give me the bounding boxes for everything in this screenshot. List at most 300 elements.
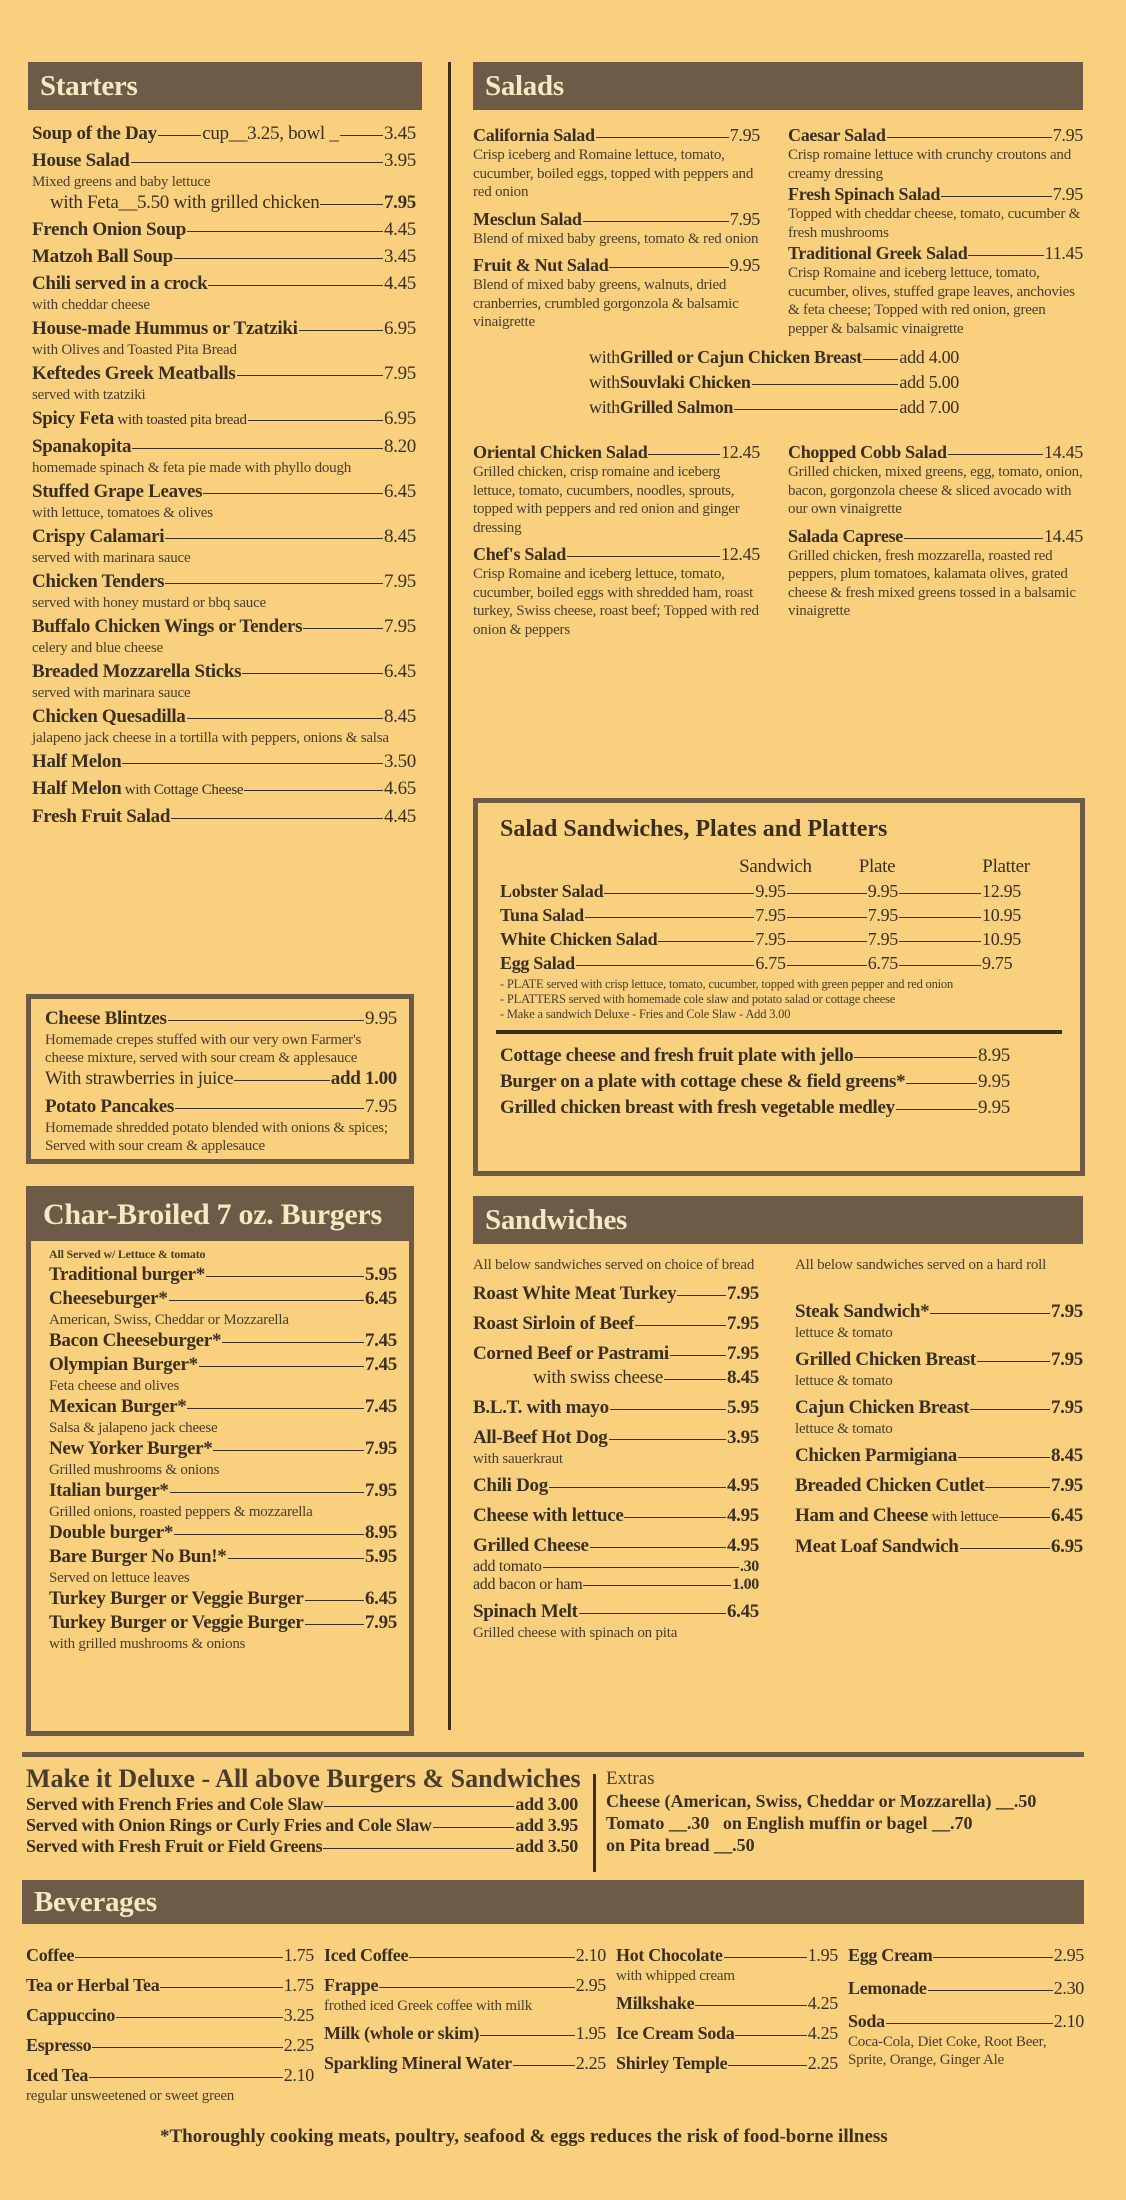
- list-item: [32, 218, 416, 242]
- list-item: [32, 362, 416, 404]
- list-item: [473, 1474, 759, 1498]
- menu-item: [788, 441, 1083, 463]
- menu-item: [32, 480, 416, 504]
- item-price: 12.45: [721, 442, 761, 462]
- menu-item: [473, 1534, 759, 1558]
- item-description: jalapeno jack cheese in a tortilla with peppers, onions & salsa: [32, 730, 389, 746]
- item-price: 1.75: [283, 1945, 314, 1965]
- list-item: [473, 1504, 759, 1528]
- item-name: Spanakopita: [32, 436, 132, 457]
- item-price: 7.95: [364, 1438, 397, 1459]
- list-item: [26, 2034, 314, 2057]
- item-name: Roast Sirloin of Beef: [473, 1313, 634, 1334]
- item-price: 7.95: [383, 616, 416, 637]
- leader-line: [320, 204, 383, 205]
- leader-line: [567, 556, 720, 557]
- leader-line: [160, 1987, 282, 1988]
- item-description: Grilled chicken, mixed greens, egg, tomato, onion, bacon, gorgonzola cheese & sliced avocado with our own vinaigrette: [788, 464, 1083, 517]
- item-price: 7.95: [726, 1283, 759, 1304]
- item-price: 2.95: [575, 1975, 606, 1995]
- leader-line: [787, 893, 867, 894]
- table-row: [500, 951, 1062, 975]
- list-item: [32, 149, 416, 215]
- sub-price: 7.95: [383, 192, 416, 213]
- leader-line: [958, 1457, 1050, 1458]
- salad-sandwiches-title: Salad Sandwiches, Plates and Platters: [500, 816, 888, 842]
- item-price: 2.30: [1053, 1978, 1084, 1998]
- menu-item: [324, 1974, 606, 1997]
- menu-item: [26, 1974, 314, 1997]
- item-price: 6.45: [1050, 1505, 1083, 1526]
- item-price: add 3.50: [515, 1836, 578, 1856]
- item-description: Grilled cheese with spinach on pita: [473, 1625, 678, 1641]
- list-item: [32, 122, 416, 146]
- list-item: [324, 2022, 606, 2045]
- item-description: Crisp iceberg and Romaine lettuce, tomato, cucumber, boiled eggs, topped with peppers and red onion: [473, 147, 754, 200]
- list-item: [45, 1007, 397, 1091]
- menu-item: [473, 441, 760, 463]
- menu-item: [32, 149, 416, 173]
- item-price: add 5.00: [899, 372, 959, 392]
- leader-line: [970, 1409, 1050, 1410]
- beverages-col-2: [324, 1944, 606, 2112]
- leader-line: [213, 1450, 363, 1451]
- list-item: [32, 272, 416, 314]
- list-item: [795, 1535, 1083, 1559]
- platter-price: 12.95: [982, 881, 1022, 901]
- leader-line: [206, 1276, 364, 1277]
- add-option: [473, 1558, 759, 1576]
- menu-item: [32, 245, 416, 269]
- menu-item: [32, 218, 416, 242]
- item-name: Soup of the Day: [32, 123, 157, 144]
- column-header: Sandwich: [739, 856, 812, 877]
- leader-line: [303, 628, 383, 629]
- list-item: [32, 407, 416, 432]
- item-price: 7.95: [364, 1096, 397, 1117]
- list-item: [473, 254, 760, 332]
- sub-name: with swiss cheese: [533, 1367, 663, 1388]
- deluxe-section: [26, 1764, 586, 1857]
- item-price: 4.95: [726, 1505, 759, 1526]
- plates-list: [500, 1044, 1010, 1120]
- leader-line: [906, 1083, 977, 1084]
- item-price: 2.25: [807, 2053, 838, 2073]
- item-name: Turkey Burger or Veggie Burger: [49, 1588, 304, 1609]
- leader-line: [624, 1517, 725, 1518]
- list-item: [49, 1521, 397, 1545]
- item-price: 8.45: [383, 526, 416, 547]
- item-description: with lettuce, tomatoes & olives: [32, 505, 213, 521]
- menu-item: [26, 1944, 314, 1967]
- item-description: Mixed greens and baby lettuce: [32, 174, 211, 190]
- bottom-rule: [22, 1752, 1084, 1757]
- list-item: [795, 1444, 1083, 1468]
- row-name: Tuna Salad: [500, 905, 584, 925]
- menu-item: [324, 2052, 606, 2075]
- list-item: [49, 1329, 397, 1353]
- starters-header: Starters: [28, 62, 422, 110]
- item-name: All-Beef Hot Dog: [473, 1427, 608, 1448]
- item-description: Feta cheese and olives: [49, 1378, 180, 1394]
- menu-item: [616, 2022, 838, 2045]
- leader-line: [222, 1342, 364, 1343]
- menu-item: [32, 362, 416, 386]
- food-safety-disclaimer: *Thoroughly cooking meats, poultry, seafood & eggs reduces the risk of food-borne illness: [160, 2126, 888, 2147]
- menu-item: [49, 1521, 397, 1545]
- list-item: [49, 1611, 397, 1653]
- menu-item: [49, 1545, 397, 1569]
- list-item: [500, 1096, 1010, 1120]
- list-item: [473, 1312, 759, 1336]
- deluxe-list: [26, 1794, 578, 1857]
- column-header: Plate: [858, 856, 896, 877]
- list-item: [26, 1974, 314, 1997]
- menu-item: [788, 525, 1083, 547]
- sub-price: 8.45: [726, 1367, 759, 1388]
- item-name: Crispy Calamari: [32, 526, 165, 547]
- leader-line: [695, 2005, 806, 2006]
- item-price: 7.95: [1050, 1301, 1083, 1322]
- list-item: [32, 615, 416, 657]
- item-name: French Onion Soup: [32, 219, 186, 240]
- menu-item: [32, 660, 416, 684]
- sandwich-price: 9.95: [755, 881, 786, 901]
- beverages-col-1: [26, 1944, 314, 2112]
- item-price: 7.95: [729, 125, 761, 145]
- menu-item: [848, 2010, 1084, 2033]
- menu-item: [49, 1587, 397, 1611]
- item-name: Grilled Chicken Breast: [795, 1349, 976, 1370]
- list-item: [848, 1977, 1084, 2000]
- starters-section: [28, 62, 422, 832]
- leader-line: [168, 1020, 364, 1021]
- menu-item: [473, 1426, 759, 1450]
- item-name: Sparkling Mineral Water: [324, 2053, 512, 2073]
- item-price: 7.95: [1050, 1349, 1083, 1370]
- item-description: with Olives and Toasted Pita Bread: [32, 342, 237, 358]
- leader-line: [174, 258, 383, 259]
- leader-line: [933, 1957, 1052, 1958]
- menu-item: [500, 1070, 1010, 1094]
- list-item: [616, 2022, 838, 2045]
- menu-item: [788, 242, 1083, 264]
- item-price: 4.95: [726, 1475, 759, 1496]
- table-note: - PLATTERS served with homemade cole slaw and potato salad or cottage cheese: [500, 992, 896, 1006]
- menu-item: [473, 208, 760, 230]
- menu-item: [473, 254, 760, 276]
- item-price: 6.45: [383, 481, 416, 502]
- row-name: Egg Salad: [500, 953, 575, 973]
- sub-name: With strawberries in juice: [45, 1068, 234, 1089]
- leader-line: [787, 941, 867, 942]
- menu-item: [26, 2064, 314, 2087]
- leader-line: [735, 2035, 806, 2036]
- list-item: [795, 1474, 1083, 1498]
- item-price: 7.95: [383, 363, 416, 384]
- leader-line: [928, 1990, 1053, 1991]
- item-name: California Salad: [473, 125, 595, 145]
- burgers-header: Char-Broiled 7 oz. Burgers: [31, 1191, 409, 1241]
- item-description: served with tzatziki: [32, 387, 146, 403]
- item-price: 6.45: [383, 661, 416, 682]
- leader-line: [985, 1487, 1050, 1488]
- beverages-col-4: [848, 1944, 1084, 2112]
- item-description: with sauerkraut: [473, 1451, 563, 1467]
- extras-divider: [593, 1774, 596, 1872]
- list-item: [473, 1396, 759, 1420]
- list-item: [473, 1282, 759, 1306]
- item-price: 4.25: [807, 1993, 838, 2013]
- item-name: Chili Dog: [473, 1475, 548, 1496]
- list-item: [500, 1044, 1010, 1068]
- menu-item: [32, 705, 416, 729]
- list-item: [32, 317, 416, 359]
- item-price: 7.95: [729, 208, 761, 229]
- sandwiches-right-list: [795, 1300, 1083, 1559]
- item-name: Ham and Cheese with lettuce: [795, 1505, 999, 1526]
- platter-price: 10.95: [982, 905, 1022, 925]
- item-name: Served with French Fries and Cole Slaw: [26, 1794, 324, 1814]
- extras-list: [606, 1790, 1086, 1856]
- leader-line: [187, 718, 383, 719]
- item-name: Chicken Parmigiana: [795, 1445, 957, 1466]
- leader-line: [131, 162, 383, 163]
- item-price: 7.95: [364, 1612, 397, 1633]
- item-name: Double burger*: [49, 1522, 174, 1543]
- item-price: 8.95: [977, 1045, 1010, 1066]
- item-price: 7.95: [1050, 1475, 1083, 1496]
- item-price: 9.95: [364, 1008, 397, 1029]
- leader-line: [480, 2035, 575, 2036]
- item-price: 4.45: [383, 806, 416, 827]
- salad-sandwiches-notes: [500, 977, 1062, 1022]
- table-row: [500, 927, 1062, 951]
- item-description: served with marinara sauce: [32, 685, 191, 701]
- option-name: add tomato: [473, 1558, 542, 1575]
- list-item: [49, 1395, 397, 1437]
- leader-line: [609, 267, 728, 268]
- item-price: 2.10: [575, 1945, 606, 1965]
- leader-line: [899, 941, 981, 942]
- leader-line: [187, 231, 383, 232]
- list-item: [616, 1944, 838, 1985]
- menu-item: [500, 1044, 1010, 1068]
- item-price: 3.45: [383, 123, 417, 144]
- leader-line: [203, 493, 383, 494]
- item-price: 4.65: [383, 778, 416, 799]
- menu-item: [795, 1300, 1083, 1324]
- item-price: 4.25: [807, 2023, 838, 2043]
- menu-item: [795, 1504, 1083, 1529]
- item-name: Frappe: [324, 1975, 379, 1995]
- menu-item: [473, 1474, 759, 1498]
- salad-sandwiches-box: [473, 798, 1085, 1176]
- leader-line: [165, 583, 383, 584]
- item-name: House Salad: [32, 150, 130, 171]
- leader-line: [854, 1057, 977, 1058]
- leader-line: [887, 137, 1052, 138]
- leader-line: [960, 1548, 1050, 1549]
- menu-item: [616, 1992, 838, 2015]
- item-name: Served with Fresh Fruit or Field Greens: [26, 1836, 323, 1856]
- item-name: Hot Chocolate: [616, 1945, 723, 1965]
- leader-line: [941, 196, 1052, 197]
- item-name: Soda: [848, 2011, 885, 2031]
- menu-item: [32, 407, 416, 432]
- item-note: with lettuce: [928, 1509, 999, 1525]
- leader-line: [305, 1624, 364, 1625]
- list-item: [473, 124, 760, 202]
- item-name: Fresh Fruit Salad: [32, 806, 171, 827]
- item-name: Mesclun Salad: [473, 208, 582, 229]
- item-description: with whipped cream: [616, 1968, 735, 1984]
- item-description: Grilled chicken, fresh mozzarella, roasted red peppers, plum tomatoes, kalamata olives, grated cheese & fresh mixed greens tossed in a balsamic vinaigrette: [788, 547, 1076, 619]
- item-name: Half Melon: [32, 751, 122, 772]
- item-price: 9.95: [977, 1097, 1010, 1118]
- leader-line: [89, 2077, 283, 2078]
- list-item: [324, 1974, 606, 2015]
- list-item: [788, 242, 1083, 338]
- leader-line: [728, 2065, 806, 2066]
- menu-item: [49, 1263, 397, 1287]
- menu-item: [32, 777, 416, 802]
- burgers-section: [26, 1186, 414, 1736]
- beverages-header: Beverages: [22, 1880, 1084, 1924]
- leader-line: [174, 1534, 364, 1535]
- menu-item: [324, 1944, 606, 1967]
- item-name: Breaded Mozzarella Sticks: [32, 661, 242, 682]
- item-name: Chef's Salad: [473, 544, 566, 564]
- leader-line: [904, 538, 1043, 539]
- item-description: Salsa & jalapeno jack cheese: [49, 1420, 218, 1436]
- list-item: [795, 1348, 1083, 1390]
- list-item: [848, 2010, 1084, 2069]
- item-name: Olympian Burger*: [49, 1354, 198, 1375]
- item-description: frothed iced Greek coffee with milk: [324, 1998, 533, 2014]
- menu-item: [473, 1312, 759, 1336]
- salad-sandwiches-table: [500, 855, 1062, 975]
- menu-item: [32, 615, 416, 639]
- item-price: 4.45: [383, 273, 416, 294]
- sandwiches-header: Sandwiches: [473, 1196, 1083, 1244]
- table-header: [500, 855, 1062, 879]
- item-price: 6.95: [383, 318, 416, 339]
- leader-line: [187, 1408, 364, 1409]
- menu-item: [32, 122, 416, 146]
- list-item: [32, 777, 416, 802]
- salads-header: Salads: [473, 62, 1083, 110]
- salads-right-list: [788, 124, 1083, 338]
- leader-line: [968, 255, 1043, 256]
- item-description: Blend of mixed baby greens, tomato & red onion: [473, 230, 759, 247]
- list-item: [473, 1426, 759, 1468]
- option-name: add bacon or ham: [473, 1576, 583, 1593]
- leader-line: [604, 893, 754, 894]
- leader-line: [175, 1108, 364, 1109]
- leader-line: [248, 420, 383, 421]
- leader-line: [752, 384, 899, 385]
- item-name: Mexican Burger*: [49, 1396, 187, 1417]
- list-item: [473, 441, 760, 537]
- menu-item: [500, 1096, 1010, 1120]
- item-price: add 4.00: [899, 347, 959, 367]
- item-price: 1.95: [575, 2023, 606, 2043]
- leader-line: [199, 1366, 364, 1367]
- item-name: Keftedes Greek Meatballs: [32, 363, 236, 384]
- item-name: Iced Coffee: [324, 1945, 409, 1965]
- item-price: 5.95: [364, 1546, 397, 1567]
- table-note: - PLATE served with crisp lettuce, tomato, cucumber, topped with green pepper and red onion: [500, 977, 954, 991]
- item-price: 5.95: [726, 1397, 759, 1418]
- leader-line: [590, 1547, 726, 1548]
- extras-line: Tomato __.30 on English muffin or bagel __.70: [606, 1813, 973, 1833]
- deluxe-title: Make it Deluxe - All above Burgers & Sandwiches: [26, 1764, 581, 1793]
- menu-item: [848, 1944, 1084, 1967]
- leader-line: [116, 2017, 283, 2018]
- burgers-note: All Served w/ Lettuce & tomato: [49, 1247, 206, 1261]
- list-item: [795, 1504, 1083, 1529]
- item-description: celery and blue cheese: [32, 640, 163, 656]
- item-name: Shirley Temple: [616, 2053, 728, 2073]
- menu-item: [49, 1479, 397, 1503]
- item-name: Cheese with lettuce: [473, 1505, 624, 1526]
- item-description: lettuce & tomato: [795, 1325, 893, 1341]
- item-description: Grilled onions, roasted peppers & mozzarella: [49, 1504, 313, 1520]
- menu-item: [473, 543, 760, 565]
- plate-price: 6.75: [867, 953, 898, 973]
- leader-line: [899, 965, 981, 966]
- item-price: add 3.95: [515, 1815, 578, 1835]
- item-name: Fresh Spinach Salad: [788, 184, 941, 204]
- extras-title: Extras: [606, 1768, 655, 1789]
- list-item: [795, 1396, 1083, 1438]
- extras-section: [606, 1768, 1086, 1856]
- item-name: House-made Hummus or Tzatziki: [32, 318, 298, 339]
- item-price: 2.25: [575, 2053, 606, 2073]
- item-price: 7.95: [364, 1480, 397, 1501]
- leader-line: [583, 1585, 731, 1586]
- item-name: Tea or Herbal Tea: [26, 1975, 160, 1995]
- item-price: 6.95: [383, 408, 416, 429]
- item-price: add 3.00: [515, 1794, 578, 1814]
- burgers-list: [49, 1263, 397, 1653]
- menu-item: [473, 124, 760, 146]
- item-price: 4.95: [726, 1535, 759, 1556]
- beverages-col-3: [616, 1944, 838, 2112]
- item-price: 5.95: [364, 1264, 397, 1285]
- item-price: 6.45: [364, 1288, 397, 1309]
- sub-option: [473, 1366, 759, 1390]
- menu-item: [26, 2004, 314, 2027]
- extras-line: on Pita bread __.50: [606, 1835, 755, 1855]
- item-description: regular unsweetened or sweet green: [26, 2088, 235, 2104]
- menu-item: [324, 2022, 606, 2045]
- list-item: [49, 1287, 397, 1329]
- menu-item: [26, 2034, 314, 2057]
- item-extra: cup__3.25, bowl _: [202, 123, 339, 144]
- list-item: [49, 1545, 397, 1587]
- menu-item: [32, 805, 416, 829]
- item-name: Chicken Tenders: [32, 571, 165, 592]
- item-name: Traditional Greek Salad: [788, 243, 968, 263]
- item-price: 8.45: [383, 706, 416, 727]
- leader-line: [648, 454, 720, 455]
- item-description: served with honey mustard or bbq sauce: [32, 595, 267, 611]
- menu-item: [45, 1095, 397, 1119]
- item-name: Grilled chicken breast with fresh vegetable medley: [500, 1097, 895, 1118]
- item-prefix: with: [589, 372, 620, 392]
